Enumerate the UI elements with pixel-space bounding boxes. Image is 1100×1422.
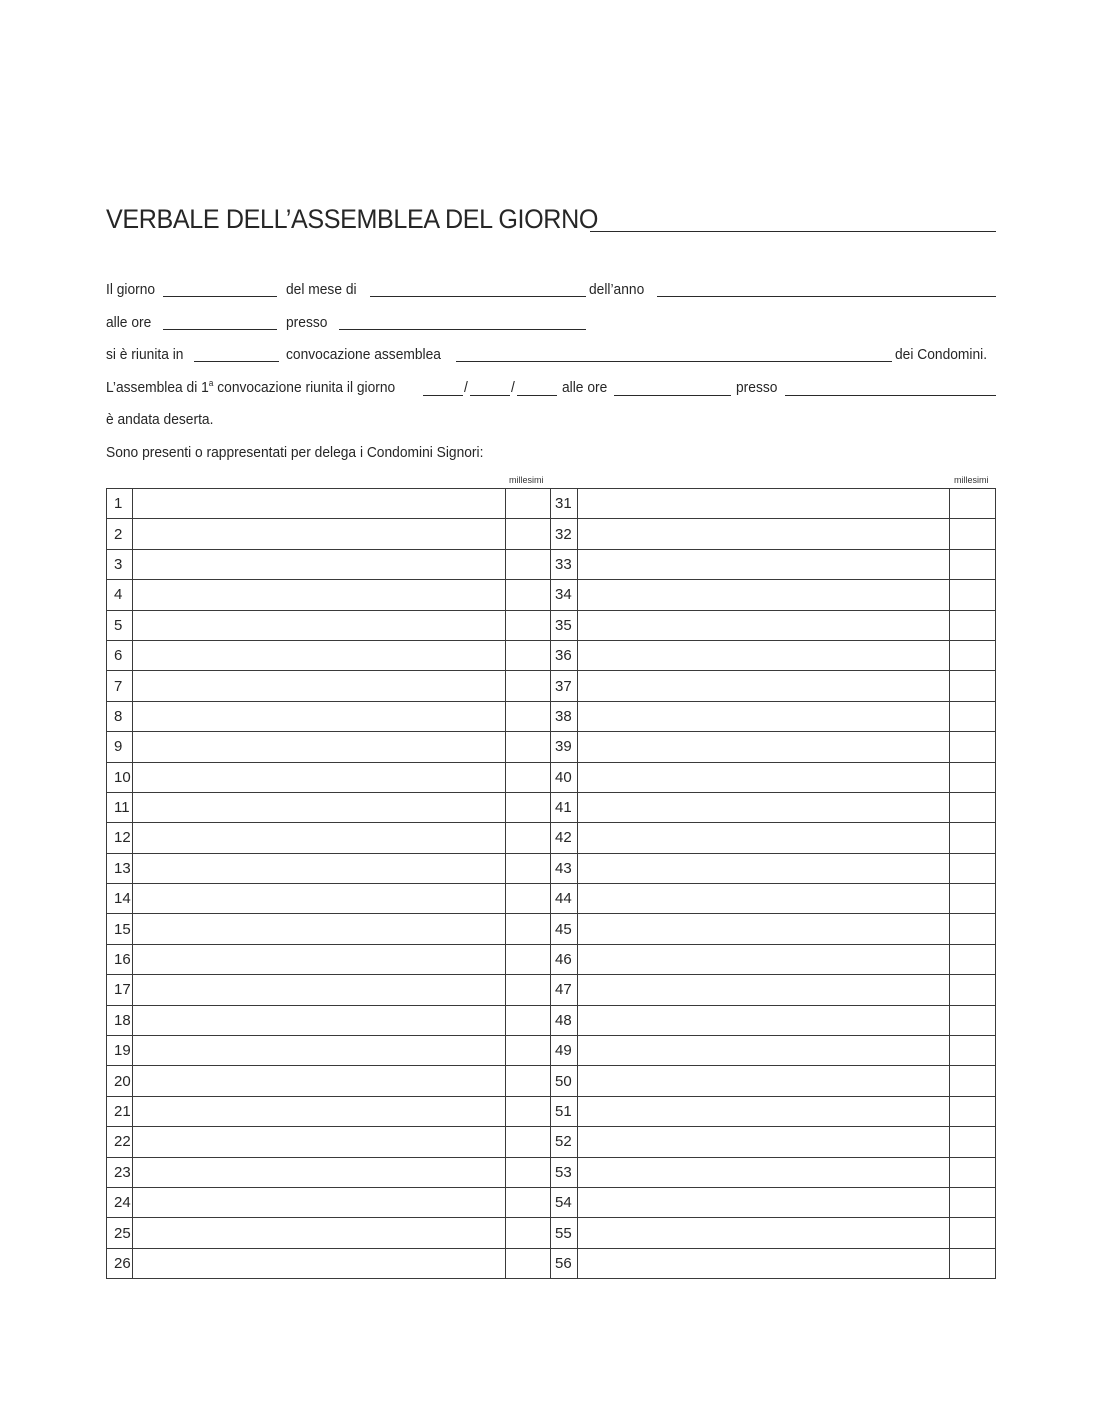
convocazione-label: convocazione assemblea (286, 346, 441, 363)
row-number: 20 (107, 1066, 133, 1095)
millesimi-field[interactable] (950, 489, 995, 518)
table-row (107, 611, 995, 641)
row-number: 5 (107, 611, 133, 640)
millesimi-field[interactable] (506, 580, 551, 609)
millesimi-field[interactable] (506, 641, 551, 670)
millesimi-field[interactable] (506, 1097, 551, 1126)
row-number: 46 (551, 945, 578, 974)
table-row (107, 1006, 995, 1036)
millesimi-field[interactable] (506, 732, 551, 761)
row-number: 7 (107, 671, 133, 700)
millesimi-field[interactable] (950, 550, 995, 579)
condomino-name-field[interactable] (133, 1066, 506, 1095)
millesimi-field[interactable] (950, 611, 995, 640)
table-row (107, 914, 995, 944)
millesimi-field[interactable] (950, 641, 995, 670)
millesimi-field[interactable] (506, 1066, 551, 1095)
table-row (107, 1158, 995, 1188)
millesimi-field[interactable] (506, 702, 551, 731)
millesimi-field[interactable] (506, 611, 551, 640)
condomino-name-field[interactable] (133, 1158, 506, 1187)
condomino-name-field[interactable] (133, 550, 506, 579)
row-number: 47 (551, 975, 578, 1004)
condomino-name-field[interactable] (133, 732, 506, 761)
millesimi-field[interactable] (950, 1127, 995, 1156)
condomino-name-field[interactable] (133, 793, 506, 822)
condomino-name-field[interactable] (578, 763, 950, 792)
condomino-name-field[interactable] (578, 945, 950, 974)
ore-label: alle ore (106, 314, 152, 331)
row-number: 51 (551, 1097, 578, 1126)
row-number: 6 (107, 641, 133, 670)
condomino-name-field[interactable] (578, 641, 950, 670)
row-number: 32 (551, 519, 578, 548)
row-number: 16 (107, 945, 133, 974)
row-number: 35 (551, 611, 578, 640)
table-row (107, 732, 995, 762)
millesimi-field[interactable] (950, 884, 995, 913)
row-number: 24 (107, 1188, 133, 1217)
condomino-name-field[interactable] (133, 1249, 506, 1278)
millesimi-field[interactable] (506, 914, 551, 943)
condomino-name-field[interactable] (578, 702, 950, 731)
presso-label: presso (286, 314, 328, 331)
row-number: 40 (551, 763, 578, 792)
row-number: 12 (107, 823, 133, 852)
row-number: 1 (107, 489, 133, 518)
millesimi-field[interactable] (506, 671, 551, 700)
condomino-name-field[interactable] (578, 519, 950, 548)
millesimi-field[interactable] (506, 793, 551, 822)
millesimi-field[interactable] (506, 823, 551, 852)
condomino-name-field[interactable] (133, 945, 506, 974)
condomino-name-field[interactable] (578, 671, 950, 700)
condomino-name-field[interactable] (578, 1036, 950, 1065)
row-number: 33 (551, 550, 578, 579)
date-month-field[interactable] (470, 395, 510, 396)
millesimi-field[interactable] (506, 1249, 551, 1278)
condomino-name-field[interactable] (133, 914, 506, 943)
condomino-name-field[interactable] (578, 489, 950, 518)
row-number: 19 (107, 1036, 133, 1065)
row-number: 34 (551, 580, 578, 609)
millesimi-field[interactable] (950, 1218, 995, 1247)
presso2-field[interactable] (785, 395, 996, 396)
condomino-name-field[interactable] (133, 975, 506, 1004)
millesimi-field[interactable] (506, 519, 551, 548)
condomino-name-field[interactable] (133, 763, 506, 792)
page-title: VERBALE DELL’ASSEMBLEA DEL GIORNO (106, 204, 598, 234)
condomino-name-field[interactable] (133, 519, 506, 548)
millesimi-field[interactable] (950, 1036, 995, 1065)
anno-label: dell’anno (589, 281, 645, 298)
millesimi-field[interactable] (506, 1036, 551, 1065)
millesimi-field[interactable] (950, 823, 995, 852)
riunita-label: si è riunita in (106, 346, 184, 363)
mese-field[interactable] (370, 296, 586, 297)
condomino-name-field[interactable] (133, 1188, 506, 1217)
table-row (107, 975, 995, 1005)
millesimi-field[interactable] (950, 580, 995, 609)
date-year-field[interactable] (517, 395, 557, 396)
condomino-name-field[interactable] (133, 580, 506, 609)
row-number: 14 (107, 884, 133, 913)
condomini-label: dei Condomini. (895, 346, 988, 363)
date-slash: / (511, 379, 515, 396)
row-number: 26 (107, 1249, 133, 1278)
deserta-text: è andata deserta. (106, 411, 214, 428)
row-number: 44 (551, 884, 578, 913)
condomino-name-field[interactable] (133, 884, 506, 913)
millesimi-field[interactable] (506, 884, 551, 913)
condomino-name-field[interactable] (578, 914, 950, 943)
condomino-name-field[interactable] (578, 1249, 950, 1278)
millesimi-field[interactable] (950, 519, 995, 548)
millesimi-header-left: millesimi (509, 475, 544, 485)
condomino-name-field[interactable] (578, 1006, 950, 1035)
condomino-name-field[interactable] (133, 702, 506, 731)
condomino-name-field[interactable] (578, 1066, 950, 1095)
condomino-name-field[interactable] (133, 1036, 506, 1065)
presso2-label: presso (736, 379, 778, 396)
condomino-name-field[interactable] (133, 1097, 506, 1126)
table-row (107, 854, 995, 884)
table-row (107, 1188, 995, 1218)
row-number: 56 (551, 1249, 578, 1278)
table-row (107, 671, 995, 701)
millesimi-field[interactable] (506, 854, 551, 883)
condomino-name-field[interactable] (578, 823, 950, 852)
condomino-name-field[interactable] (133, 611, 506, 640)
condomino-name-field[interactable] (578, 732, 950, 761)
row-number: 49 (551, 1036, 578, 1065)
row-number: 18 (107, 1006, 133, 1035)
condomino-name-field[interactable] (578, 793, 950, 822)
millesimi-field[interactable] (950, 1006, 995, 1035)
millesimi-header-right: millesimi (954, 475, 989, 485)
millesimi-field[interactable] (950, 914, 995, 943)
condomino-name-field[interactable] (578, 1127, 950, 1156)
millesimi-field[interactable] (950, 945, 995, 974)
table-row (107, 884, 995, 914)
giorno-label: Il giorno (106, 281, 156, 298)
ore-field[interactable] (163, 329, 277, 330)
condomino-name-field[interactable] (133, 1127, 506, 1156)
row-number: 42 (551, 823, 578, 852)
row-number: 23 (107, 1158, 133, 1187)
table-row (107, 1066, 995, 1096)
millesimi-field[interactable] (506, 1188, 551, 1217)
millesimi-field[interactable] (506, 1006, 551, 1035)
millesimi-field[interactable] (506, 945, 551, 974)
row-number: 2 (107, 519, 133, 548)
table-row (107, 1036, 995, 1066)
row-number: 11 (107, 793, 133, 822)
row-number: 31 (551, 489, 578, 518)
row-number: 9 (107, 732, 133, 761)
row-number: 15 (107, 914, 133, 943)
row-number: 38 (551, 702, 578, 731)
table-row (107, 1218, 995, 1248)
row-number: 13 (107, 854, 133, 883)
millesimi-field[interactable] (506, 1127, 551, 1156)
date-slash: / (464, 379, 468, 396)
condomino-name-field[interactable] (578, 854, 950, 883)
table-row (107, 1097, 995, 1127)
row-number: 45 (551, 914, 578, 943)
millesimi-field[interactable] (506, 489, 551, 518)
millesimi-field[interactable] (950, 671, 995, 700)
table-row (107, 1127, 995, 1157)
row-number: 43 (551, 854, 578, 883)
row-number: 8 (107, 702, 133, 731)
row-number: 3 (107, 550, 133, 579)
millesimi-field[interactable] (950, 1188, 995, 1217)
condomino-name-field[interactable] (578, 611, 950, 640)
condomino-name-field[interactable] (133, 489, 506, 518)
riunita-field[interactable] (194, 361, 279, 362)
condomino-name-field[interactable] (578, 580, 950, 609)
condomino-name-field[interactable] (578, 550, 950, 579)
millesimi-field[interactable] (506, 1218, 551, 1247)
presenti-text: Sono presenti o rappresentati per delega i Condomini Signori: (106, 444, 484, 461)
row-number: 21 (107, 1097, 133, 1126)
millesimi-field[interactable] (950, 1249, 995, 1278)
table-row (107, 702, 995, 732)
ore2-label: alle ore (562, 379, 608, 396)
millesimi-field[interactable] (950, 1066, 995, 1095)
condomino-name-field[interactable] (578, 1188, 950, 1217)
millesimi-field[interactable] (950, 1158, 995, 1187)
condomino-name-field[interactable] (578, 975, 950, 1004)
prima-convocazione-label: L’assemblea di 1$^a$ convocazione riunita il giorno (106, 378, 396, 396)
millesimi-field[interactable] (506, 1158, 551, 1187)
millesimi-field[interactable] (950, 702, 995, 731)
row-number: 52 (551, 1127, 578, 1156)
row-number: 53 (551, 1158, 578, 1187)
date-day-field[interactable] (423, 395, 463, 396)
millesimi-field[interactable] (506, 763, 551, 792)
condomino-name-field[interactable] (578, 1097, 950, 1126)
millesimi-field[interactable] (506, 550, 551, 579)
table-row (107, 580, 995, 610)
date-field-line[interactable] (590, 231, 996, 232)
condomino-name-field[interactable] (133, 854, 506, 883)
row-number: 54 (551, 1188, 578, 1217)
table-row (107, 793, 995, 823)
condomino-name-field[interactable] (578, 884, 950, 913)
table-row (107, 763, 995, 793)
row-number: 4 (107, 580, 133, 609)
condomino-name-field[interactable] (578, 1158, 950, 1187)
row-number: 48 (551, 1006, 578, 1035)
presso-field[interactable] (339, 329, 586, 330)
millesimi-field[interactable] (950, 1097, 995, 1126)
condomino-name-field[interactable] (578, 1218, 950, 1247)
millesimi-field[interactable] (950, 854, 995, 883)
row-number: 22 (107, 1127, 133, 1156)
mese-label: del mese di (286, 281, 357, 298)
millesimi-field[interactable] (950, 763, 995, 792)
table-row (107, 550, 995, 580)
condomino-name-field[interactable] (133, 823, 506, 852)
row-number: 37 (551, 671, 578, 700)
row-number: 17 (107, 975, 133, 1004)
table-row (107, 945, 995, 975)
row-number: 10 (107, 763, 133, 792)
giorno-field[interactable] (163, 296, 277, 297)
table-row (107, 519, 995, 549)
table-row (107, 641, 995, 671)
convocazione-field[interactable] (456, 361, 892, 362)
millesimi-field[interactable] (950, 793, 995, 822)
condomini-table (106, 488, 996, 1272)
table-row (107, 823, 995, 853)
row-number: 36 (551, 641, 578, 670)
row-number: 55 (551, 1218, 578, 1247)
row-number: 25 (107, 1218, 133, 1247)
anno-field[interactable] (657, 296, 996, 297)
table-row (107, 1249, 995, 1279)
ore2-field[interactable] (614, 395, 731, 396)
table-row (107, 489, 995, 519)
condomino-name-field[interactable] (133, 671, 506, 700)
row-number: 50 (551, 1066, 578, 1095)
condomino-name-field[interactable] (133, 641, 506, 670)
millesimi-field[interactable] (506, 975, 551, 1004)
condomino-name-field[interactable] (133, 1218, 506, 1247)
millesimi-field[interactable] (950, 975, 995, 1004)
row-number: 39 (551, 732, 578, 761)
row-number: 41 (551, 793, 578, 822)
condomino-name-field[interactable] (133, 1006, 506, 1035)
millesimi-field[interactable] (950, 732, 995, 761)
